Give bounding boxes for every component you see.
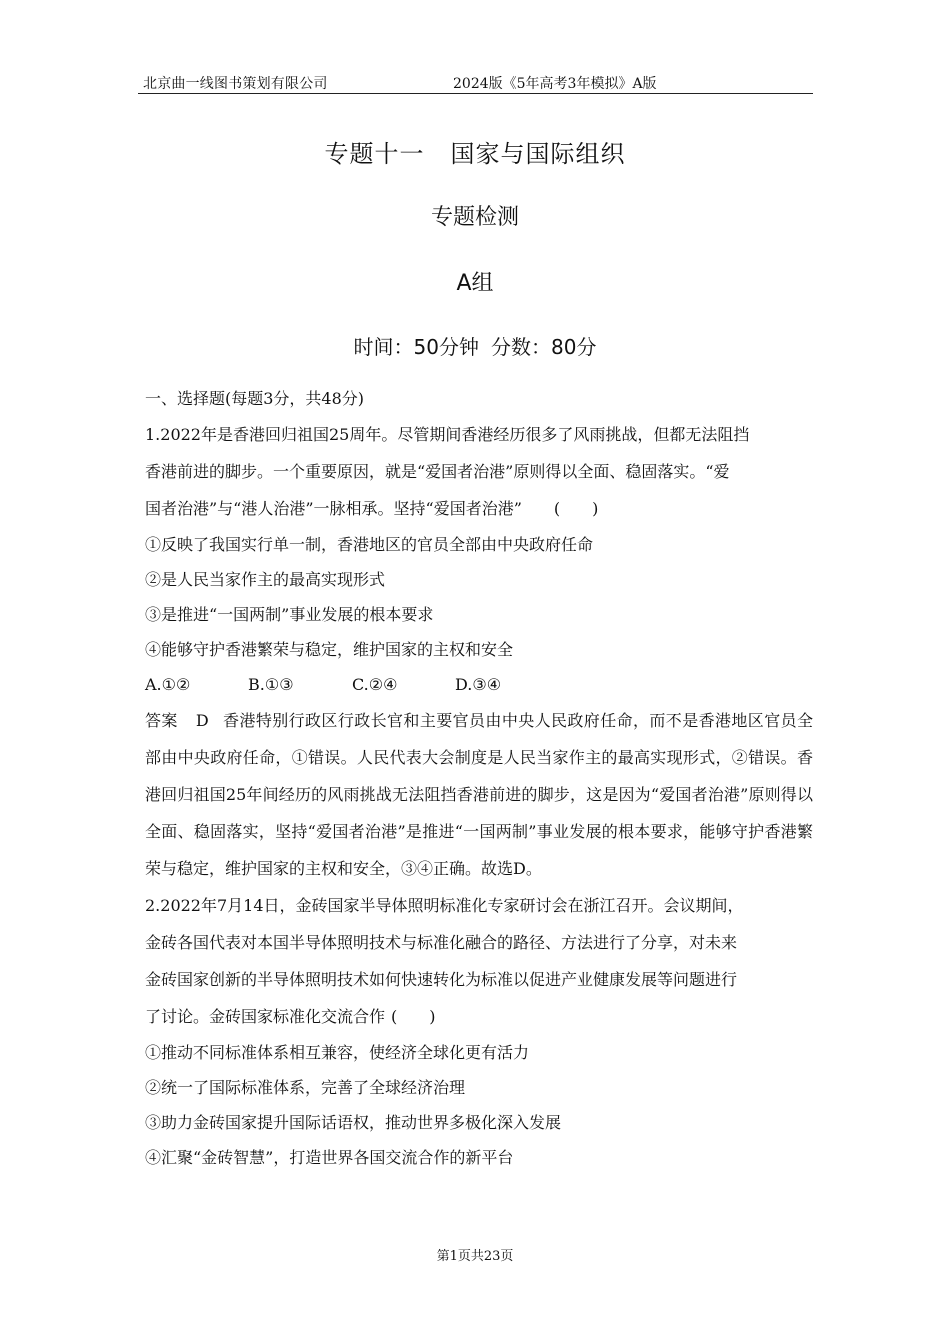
topic-name: 国家与国际组织 [450, 140, 626, 168]
page-footer: 第1页共23页 [436, 1249, 514, 1264]
q1-stem-line: 国者治港”与“港人治港”一脉相承。坚持“爱国者治港” ( ) [145, 499, 599, 518]
header-publisher: 北京曲一线图书策划有限公司 [143, 76, 328, 92]
topic-title [0, 134, 950, 169]
q2-statement-1: ①推动不同标准体系相互兼容，使经济全球化更有活力 [145, 1043, 530, 1062]
q1-answer [145, 702, 813, 887]
q1-statement-1: ①反映了我国实行单一制，香港地区的官员全部由中央政府任命 [145, 535, 594, 554]
q1-answer-paren: ( ) [553, 499, 599, 518]
q1-stem-line: 香港前进的脚步。一个重要原因，就是“爱国者治港”原则得以全面、稳固落实。“爱 [145, 462, 730, 481]
q1-stem [145, 416, 813, 527]
topic-number: 专题十一 [324, 140, 425, 168]
q1-statement-3: ③是推进“一国两制”事业发展的根本要求 [145, 605, 434, 624]
q1-options [145, 667, 813, 702]
header-book-title: 2024版《5年高考3年模拟》A版 [453, 76, 657, 92]
q1-option-a: A.①② [145, 675, 191, 694]
q2-stem-line: 2.2022年7月14日，金砖国家半导体照明标准化专家研讨会在浙江召开。会议期间， [145, 896, 744, 915]
test-title: 专题检测 [430, 205, 519, 230]
q2-stem-line: 金砖各国代表对本国半导体照明技术与标准化融合的路径、方法进行了分享，对未来 [145, 933, 738, 952]
q2-answer-paren: ( ) [391, 1007, 436, 1026]
q1-option-d: D.③④ [455, 675, 502, 694]
q1-statement-2: ②是人民当家作主的最高实现形式 [145, 570, 386, 589]
group-title: A组 [456, 271, 494, 296]
section-heading: 一、选择题(每题3分，共48分) [145, 389, 365, 408]
q1-statement-4: ④能够守护香港繁荣与稳定，维护国家的主权和安全 [145, 640, 514, 659]
answer-explanation: 香港特别行政区行政长官和主要官员由中央人民政府任命，而不是香港地区官员全部由中央政府任命，①错误。人民代表大会制度是人民当家作主的最高实现形式，②错误。香港回归祖国25年间经历的风雨挑战无法阻挡香港前进的脚步，这是因为“爱国者治港”原则得以全面、稳固落实，坚持“爱国者治港”是推进“一国两制”事业发展的根本要求，能够守护香港繁荣与稳定，维护国家的主权和安全，③④正确。故选D。 [145, 711, 813, 878]
q1-stem-line: 1.2022年是香港回归祖国25周年。尽管期间香港经历很多了风雨挑战，但都无法阻挡 [145, 425, 750, 444]
header-divider [138, 93, 813, 94]
q2-statement-4: ④汇聚“金砖智慧”，打造世界各国交流合作的新平台 [145, 1148, 514, 1167]
time-score-line [0, 331, 950, 360]
q2-stem [145, 887, 813, 1035]
answer-label: 答案 [145, 711, 178, 730]
q1-option-b: B.①③ [248, 675, 294, 694]
q2-statement-3: ③助力金砖国家提升国际话语权，推动世界多极化深入发展 [145, 1113, 562, 1132]
time-label: 时间：50分钟 [353, 335, 479, 359]
q2-stem-line: 金砖国家创新的半导体照明技术如何快速转化为标准以促进产业健康发展等问题进行 [145, 970, 738, 989]
q2-statement-2: ②统一了国际标准体系，完善了全球经济治理 [145, 1078, 466, 1097]
q2-stem-line: 了讨论。金砖国家标准化交流合作 ( ) [145, 1007, 436, 1026]
question-content [145, 381, 813, 1175]
answer-key: D [195, 711, 209, 730]
q1-option-c: C.②④ [352, 675, 398, 694]
score-label: 分数：80分 [491, 335, 597, 359]
